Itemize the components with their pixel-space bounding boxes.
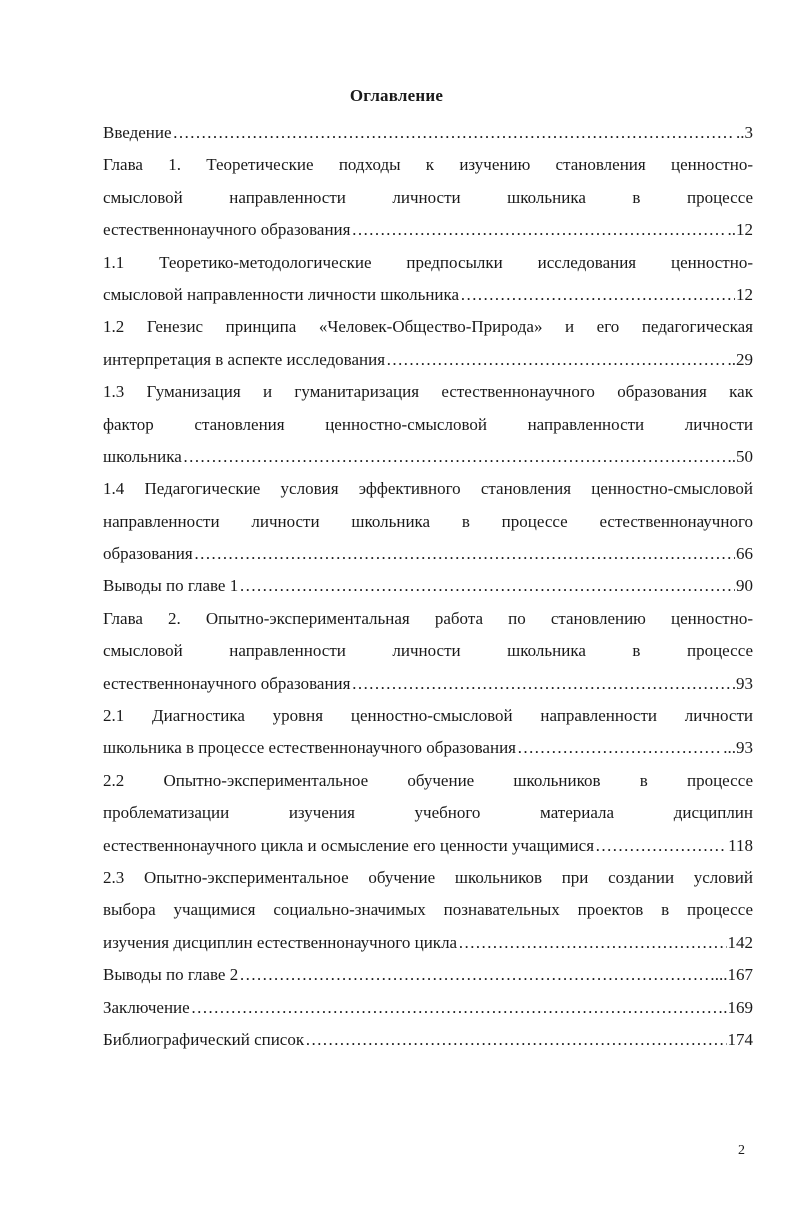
toc-entry-2-2-line1[interactable]: 2.2 Опытно-экспериментальное обучение школьников в процессе [103,770,753,790]
toc-entry-1-3-line1[interactable]: 1.3 Гуманизация и гуманитаризация естественнонаучного образования как [103,382,753,402]
toc-entry-1-4-line1[interactable]: 1.4 Педагогические условия эффективного становления ценностно-смысловой [103,479,753,499]
toc-leader-dots [458,927,726,959]
toc-page-number: ..3 [736,123,753,142]
toc-leader-dots [595,830,727,862]
toc-entry-1-1-line1[interactable]: 1.1 Теоретико-методологические предпосылки исследования ценностно- [103,252,753,272]
toc-entry-1-2-line1[interactable]: 1.2 Генезис принципа «Человек-Общество-Природа» и его педагогическая [103,317,753,337]
toc-leader-dots [173,117,735,149]
toc-entry-text: естественнонаучного образования [103,673,351,693]
toc-entry-text: естественнонаучного образования [103,220,351,240]
toc-entry-chapter2-line3[interactable] [103,668,753,700]
toc-entry-intro[interactable] [103,117,753,149]
toc-entry-2-3-line1[interactable]: 2.3 Опытно-экспериментальное обучение школьников при создании условий [103,867,753,887]
toc-entry-text: смысловой направленности личности школьника [103,284,460,304]
toc-leader-dots [351,214,726,246]
toc-entry-text: Заключение [103,997,190,1017]
toc-leader-dots [386,344,726,376]
toc-page-number: ..50 [727,446,753,466]
toc-entry-2-3-line2[interactable]: выбора учащимися социально-значимых познавательных проектов в процессе [103,900,753,920]
table-of-contents [103,117,753,1056]
toc-entry-conclusions-1[interactable] [103,570,753,602]
toc-entry-2-2-line3[interactable] [103,830,753,862]
toc-entry-text: образования [103,544,193,564]
toc-entry-conclusions-2[interactable] [103,959,753,991]
toc-entry-1-1-line2[interactable] [103,279,753,311]
toc-entry-bibliography[interactable] [103,1024,753,1056]
toc-entry-2-3-line3[interactable] [103,927,753,959]
toc-entry-2-1-line2[interactable] [103,732,753,764]
toc-page-number: 93 [736,673,753,693]
toc-entry-text: Библиографический список [103,1029,305,1049]
toc-entry-chapter1-line3[interactable] [103,214,753,246]
toc-page-number: 118 [728,835,753,855]
toc-page-number: .169 [723,997,753,1017]
toc-leader-dots [517,732,722,764]
page-title: Оглавление [349,86,444,105]
toc-entry-2-1-line1[interactable]: 2.1 Диагностика уровня ценностно-смысловой направленности личности [103,706,753,726]
toc-page-number: ...167 [714,965,753,985]
toc-entry-text: школьника [103,446,182,466]
toc-page-number: 12 [736,284,753,304]
toc-entry-chapter1-line1[interactable]: Глава 1. Теоретические подходы к изучению становления ценностно- [103,155,753,175]
toc-leader-dots [460,279,735,311]
toc-entry-text: естественнонаучного цикла и осмысление его ценности учащимися [103,835,595,855]
toc-entry-text: изучения дисциплин естественнонаучного цикла [103,932,458,952]
toc-entry-1-4-line3[interactable] [103,538,753,570]
toc-leader-dots [239,959,714,991]
toc-page-number: 66 [736,544,753,564]
toc-entry-2-2-line2[interactable]: проблематизации изучения учебного материала дисциплин [103,803,753,823]
toc-leader-dots [191,992,723,1024]
page-number: 2 [738,1143,745,1158]
toc-page-number: 142 [727,932,753,952]
toc-leader-dots [194,538,735,570]
toc-entry-text: интерпретация в аспекте исследования [103,349,386,369]
toc-leader-dots [239,570,735,602]
toc-leader-dots [183,441,727,473]
toc-entry-text: Введение [103,123,172,142]
toc-page-number: ..12 [727,220,753,240]
toc-entry-conclusion[interactable] [103,992,753,1024]
toc-entry-text: школьника в процессе естественнонаучного образования [103,738,516,758]
toc-leader-dots [351,668,735,700]
toc-entry-text: Выводы по главе 2 [103,965,239,985]
toc-entry-chapter2-line2[interactable]: смысловой направленности личности школьника в процессе [103,641,753,661]
toc-entry-1-4-line2[interactable]: направленности личности школьника в процессе естественнонаучного [103,511,753,531]
toc-page-number: 174 [727,1029,753,1049]
toc-page-number: 90 [736,576,753,596]
toc-page-number: ...93 [723,738,753,758]
toc-entry-text: Выводы по главе 1 [103,576,239,596]
toc-leader-dots [305,1024,726,1056]
toc-entry-1-2-line2[interactable] [103,344,753,376]
toc-entry-chapter2-line1[interactable]: Глава 2. Опытно-экспериментальная работа по становлению ценностно- [103,608,753,628]
toc-entry-chapter1-line2[interactable]: смысловой направленности личности школьника в процессе [103,187,753,207]
toc-page-number: ..29 [727,349,753,369]
toc-entry-1-3-line2[interactable]: фактор становления ценностно-смысловой направленности личности [103,414,753,434]
toc-entry-1-3-line3[interactable] [103,441,753,473]
